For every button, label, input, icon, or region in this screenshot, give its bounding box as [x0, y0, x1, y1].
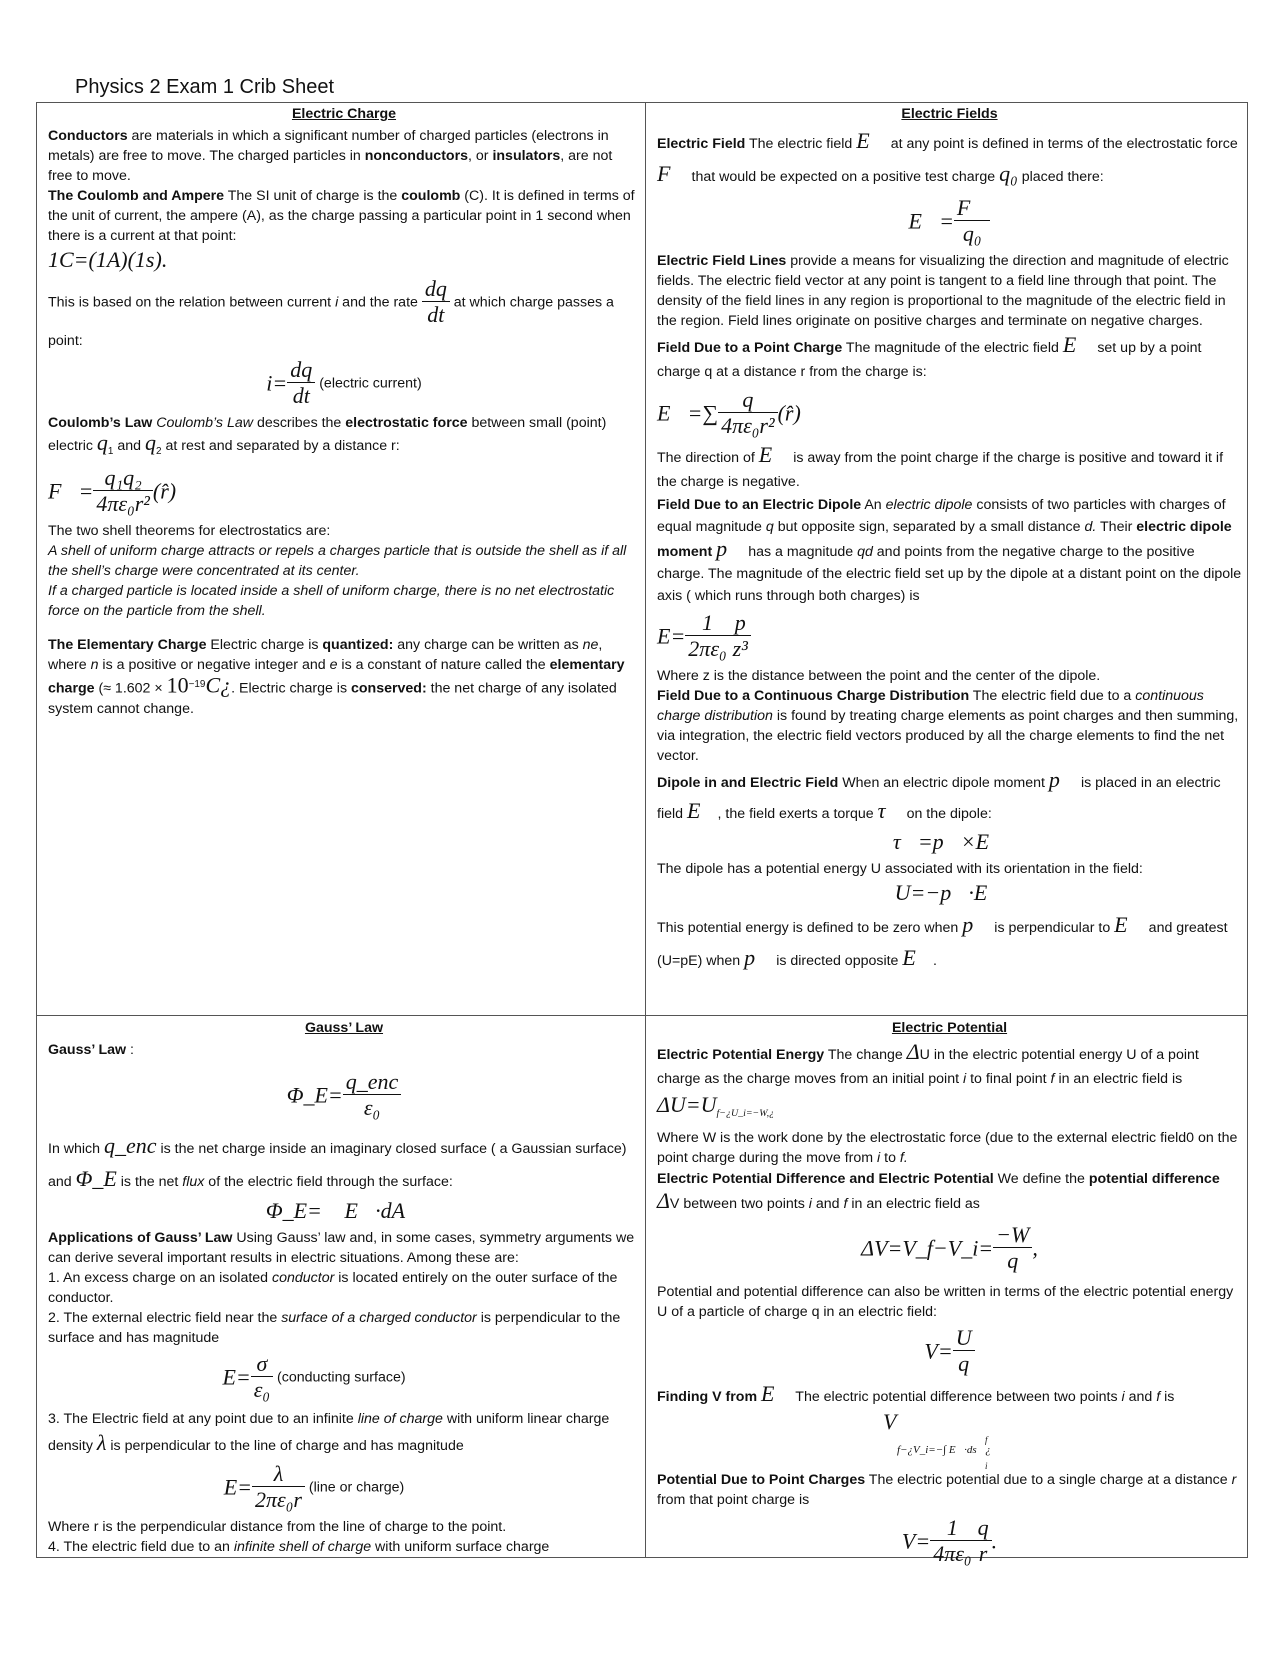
text: is the net: [116, 1174, 183, 1190]
var-n: n: [90, 656, 99, 673]
fraction: [252, 1462, 305, 1513]
coulombs-law-paragraph: Coulomb’s Law Coulomb’s Law describes the electrostatic force between small (point) electric $q_1$ and $q_2$ at rest and separated by a distance r:: [48, 415, 607, 457]
text: We define the: [993, 1170, 1089, 1187]
var-e: e: [329, 656, 338, 673]
italic-term: flux: [182, 1174, 205, 1190]
application-2: [48, 1308, 640, 1348]
text: The change: [824, 1047, 907, 1063]
term-insulators: insulators: [492, 148, 561, 164]
term-quantized: quantized:: [322, 636, 394, 653]
delta-symbol: Δ: [657, 1187, 670, 1213]
lhs: E⃗=: [908, 208, 954, 234]
term-conserved: conserved:: [351, 680, 427, 697]
var-i: i: [335, 294, 339, 311]
lhs: V: [883, 1408, 897, 1434]
text: to final point: [966, 1071, 1051, 1087]
unit-c: C¿: [205, 672, 232, 698]
application-1: [48, 1268, 640, 1308]
text: is perpendicular to the line of charge and has magnitude: [106, 1438, 464, 1454]
text: 2. The external electric field near the: [48, 1310, 282, 1326]
direction-paragraph: [657, 443, 1242, 494]
text: set up by a point charge q at a distance r from the charge is:: [657, 340, 1202, 380]
lhs: Φ_E=: [286, 1082, 343, 1108]
term-elementary-charge-heading: The Elementary Charge: [48, 636, 207, 653]
numerator: σ: [251, 1352, 273, 1377]
numerator: −W: [993, 1223, 1032, 1248]
gauss-law-section: [48, 1018, 640, 1557]
denominator: 4πε₀r²: [721, 413, 775, 438]
lower-limit: i: [985, 1460, 988, 1471]
text: and the rate: [338, 294, 422, 311]
fraction: [93, 466, 153, 517]
denominator: 2πε₀r: [255, 1487, 302, 1512]
term-point-charge-potential: Potential Due to Point Charges: [657, 1471, 866, 1488]
delta-v-equation: [657, 1223, 1242, 1274]
fraction: [930, 1516, 974, 1567]
equation-note: (electric current): [319, 375, 422, 392]
numerator: q: [718, 388, 778, 413]
term-dipole-field: Field Due to an Electric Dipole: [657, 497, 862, 513]
term-electric-field: Electric Field: [657, 136, 746, 152]
term-conductors: Conductors: [48, 128, 128, 144]
text: This potential energy is defined to be zero when: [657, 920, 963, 936]
text: but opposite sign, separated by a small distance: [773, 519, 1085, 535]
numerator: p: [730, 611, 751, 636]
electric-fields-heading: Electric Fields: [901, 106, 998, 122]
var-q: q: [144, 430, 156, 455]
lhs: F⃗=: [48, 478, 94, 504]
numerator: 1: [930, 1516, 974, 1541]
denominator: dt: [292, 383, 310, 408]
numerator: F⃗: [954, 196, 991, 221]
coulomb-force-equation: [48, 466, 640, 517]
vector-p: p⃗: [744, 945, 773, 970]
italic-term: surface of a charged conductor: [281, 1310, 477, 1326]
fraction: [730, 611, 751, 662]
denominator: ε₀: [253, 1377, 271, 1402]
exponent: −19: [188, 678, 206, 690]
lhs: ΔU=U: [657, 1092, 717, 1117]
potential-integral-equation: [657, 1410, 1242, 1470]
text: and: [1124, 1388, 1157, 1405]
vector-E: E⃗: [902, 945, 933, 970]
text: with uniform surface charge: [371, 1539, 550, 1555]
var-qd: qd: [857, 544, 873, 560]
denominator: r: [978, 1540, 988, 1566]
torque-equation: τ⃗=p⃗×E⃗: [892, 829, 1007, 854]
term-coulomb-ampere: The Coulomb and Ampere: [48, 188, 225, 204]
work-paragraph: [657, 1128, 1242, 1168]
vector-E: E⃗: [856, 128, 887, 153]
term-nonconductors: nonconductors: [364, 148, 468, 164]
text: is the net charge inside an imaginary closed surface ( a Gaussian surface) and: [48, 1141, 627, 1190]
var-i: i: [962, 1071, 967, 1087]
continuous-distribution-paragraph: [657, 686, 1242, 766]
text: is a constant of nature called the: [337, 656, 550, 673]
var-q: q: [96, 430, 108, 455]
potential-equation: [657, 1326, 1242, 1377]
term-finding-v: Finding V from: [657, 1388, 762, 1405]
dipole-energy-paragraph: [657, 910, 1242, 976]
conductors-paragraph: [48, 126, 640, 186]
text: with uniform linear charge density: [48, 1411, 610, 1454]
text: and: [811, 1195, 844, 1212]
italic-term: infinite shell of charge: [233, 1539, 372, 1555]
text: The electric field: [745, 136, 857, 152]
text: , the field exerts a torque: [717, 806, 878, 822]
text: When an electric dipole moment: [838, 775, 1049, 791]
electric-potential-section: [657, 1018, 1242, 1571]
lhs: ΔV=V_f−V_i=: [861, 1235, 994, 1261]
text: In which: [48, 1141, 104, 1157]
text: and points from the negative charge to the positive charge. The magnitude of the electric field set up by the dipole at a distant point on the dipole axis ( which runs through both charges) is: [657, 544, 1242, 604]
gauss-explanation: [48, 1131, 640, 1197]
text: placed there:: [1017, 169, 1104, 185]
text: provide a means for visualizing the direction and magnitude of electric fields. The electric field vector at any point is tangent to a field line through that point. The density of the field lines in any region is proportional to the magnitude of the electric field in the region. Field lines originate on positive charges and terminate on negative charges.: [657, 253, 1229, 329]
electric-field-definition: [657, 126, 1242, 192]
upper-limit: f: [985, 1434, 988, 1445]
var-f: f.: [899, 1149, 908, 1166]
coulomb-equation: 1C=(1A)(1s).: [48, 247, 168, 272]
fraction: [953, 1326, 975, 1377]
point-charge-potential-equation: [657, 1516, 1242, 1567]
var-q: q: [765, 519, 774, 535]
vector-E: E⃗: [761, 1380, 792, 1406]
numerator: dq: [287, 358, 315, 383]
text: to: [880, 1149, 900, 1166]
term-applications: Applications of Gauss’ Law: [48, 1230, 233, 1246]
fraction: [718, 388, 778, 439]
text: 1. An excess charge on an isolated: [48, 1270, 272, 1286]
dipole-equation: [657, 611, 1242, 662]
text: , where: [48, 636, 603, 673]
shell-theorem-1: A shell of uniform charge attracts or repels a charges particle that is outside the shell as if all the shell’s charge were concentrated at its center.: [48, 542, 627, 579]
text: (≈ 1.602 ×: [94, 680, 167, 697]
text: Using Gauss’ law and, in some cases, symmetry arguments we can derive several important results in electric situations. Among these are:: [48, 1230, 635, 1266]
text: . Electric charge is: [231, 680, 351, 697]
text: The SI unit of charge is the: [224, 188, 402, 204]
comma: ,: [1032, 1235, 1038, 1261]
r-hat: (r̂): [777, 400, 801, 426]
application-3: [48, 1407, 640, 1458]
power-base: 10: [166, 672, 189, 698]
text: The direction of: [657, 450, 759, 466]
lhs: E=: [223, 1474, 252, 1500]
term-coulombs-law: Coulomb’s Law: [48, 415, 153, 431]
text: V between two points: [669, 1195, 809, 1212]
period: .: [991, 1528, 998, 1554]
row-divider: [36, 1015, 1248, 1016]
numerator: q₁q₂: [93, 466, 153, 491]
equation-note: (conducting surface): [277, 1369, 406, 1386]
applications-paragraph: [48, 1228, 640, 1268]
term-electrostatic-force: electrostatic force: [345, 415, 468, 431]
text: between small (point) electric: [48, 415, 607, 454]
text: consists of two particles with charges of equal magnitude: [657, 497, 1226, 535]
numerator: q: [975, 1516, 992, 1541]
var-f: f: [1050, 1071, 1055, 1087]
text: 4. The electric field due to an: [48, 1539, 234, 1555]
text: describes the: [253, 415, 346, 431]
text: the net charge of any isolated system cannot change.: [48, 680, 617, 717]
application-4: [48, 1537, 640, 1557]
var-d: d.: [1084, 519, 1097, 535]
denominator: q: [958, 1350, 970, 1376]
var-lambda: λ: [96, 1430, 107, 1455]
italic-term: continuous charge distribution: [657, 688, 1204, 724]
var-phi-e: Φ_E: [75, 1166, 117, 1191]
numerator: dq: [422, 277, 450, 302]
finding-v-paragraph: [657, 1381, 1242, 1410]
text: in an electric field is: [1054, 1071, 1183, 1087]
elementary-charge-paragraph: [48, 635, 640, 719]
var-ne: ne: [582, 636, 599, 653]
text: any charge can be written as: [393, 636, 583, 653]
potential-difference-paragraph: [657, 1168, 1242, 1215]
fraction: [343, 1070, 402, 1121]
text: is found by treating charge elements as point charges and then summing, via integration, the electric field vectors produced by all the charge elements to find the net vector.: [657, 708, 1239, 764]
text: of the electric field through the surface:: [204, 1174, 453, 1190]
vector-E: E⃗: [1114, 912, 1145, 937]
gauss-law-heading: Gauss’ Law: [304, 1020, 384, 1036]
text: on the dipole:: [902, 806, 992, 822]
term-continuous-distribution: Field Due to a Continuous Charge Distribution: [657, 688, 970, 704]
text: , are not free to move.: [48, 148, 613, 184]
shell-theorem-2: If a charged particle is located inside a shell of uniform charge, there is no net electrostatic force on the particle from the shell.: [48, 582, 615, 619]
text: is located entirely on the outer surface of the conductor.: [48, 1270, 618, 1306]
point-charge-paragraph: [657, 333, 1242, 384]
denominator: z³: [732, 636, 748, 661]
text: is away from the point charge if the charge is positive and toward it if the charge is negative.: [657, 450, 1224, 490]
italic-term: line of charge: [357, 1411, 443, 1427]
term-elementary-charge: elementary charge: [48, 656, 625, 697]
coulomb-ampere-paragraph: [48, 186, 640, 246]
term-dipole-in-field: Dipole in and Electric Field: [657, 775, 839, 791]
line-charge-note: Where r is the perpendicular distance from the line of charge to the point.: [48, 1519, 507, 1535]
fraction: [287, 358, 315, 409]
electric-charge-heading: Electric Charge: [291, 106, 397, 122]
subscript: f−¿U_i=−W,¿: [716, 1107, 775, 1119]
vector-p: p⃗: [1048, 767, 1078, 792]
text: at rest and separated by a distance r:: [161, 438, 400, 454]
italic-term: conductor: [272, 1270, 335, 1286]
page-title: Physics 2 Exam 1 Crib Sheet: [75, 76, 334, 98]
numerator: 1: [685, 611, 729, 636]
dipole-paragraph: [657, 494, 1242, 607]
lhs: E=: [222, 1364, 251, 1390]
text: The magnitude of the electric field: [842, 340, 1063, 356]
text: is perpendicular to the surface and has magnitude: [48, 1310, 621, 1346]
var-f: f: [843, 1195, 848, 1212]
denominator: ε₀: [363, 1095, 381, 1120]
text: from that point charge is: [657, 1491, 810, 1508]
numerator: q_enc: [343, 1070, 402, 1095]
text: is: [1160, 1388, 1175, 1405]
text: that would be expected on a positive test charge: [687, 169, 1000, 185]
vector-F: F⃗: [657, 161, 688, 186]
numerator: U: [953, 1326, 975, 1351]
italic-term: electric dipole: [885, 497, 973, 513]
text: Electric charge is: [206, 636, 323, 653]
gauss-equation: [48, 1070, 640, 1121]
term-potential-energy: Electric Potential Energy: [657, 1047, 825, 1063]
shell-theorems-intro: The two shell theorems for electrostatics are:: [48, 522, 331, 539]
text: This is based on the relation between current: [48, 294, 336, 311]
italic-term: Coulomb’s Law: [152, 415, 253, 431]
denominator: dt: [427, 302, 445, 327]
text: U in the electric potential energy U of a point charge as the charge moves from an initial point: [657, 1047, 1199, 1087]
text: (C). It is defined in terms of the unit of current, the ampere (A), as the charge passing a particular point in 1 second when there is a current at that point:: [48, 188, 635, 244]
lhs: V=: [924, 1338, 953, 1364]
current-equation: [48, 358, 640, 409]
conducting-surface-equation: [48, 1352, 640, 1403]
text: .: [932, 953, 937, 969]
text: Their: [1096, 519, 1137, 535]
term-field-lines: Electric Field Lines: [657, 253, 787, 269]
integral-body: f−¿V_i=−∫ E⃗·ds⃗¿: [897, 1443, 991, 1456]
dipole-energy-equation: U=−p⃗·E⃗: [894, 880, 1005, 905]
lhs: i=: [266, 370, 288, 396]
text: is perpendicular to: [990, 920, 1115, 936]
text: and: [113, 438, 145, 454]
denominator: 4πε₀: [933, 1540, 972, 1566]
dipole-in-field-paragraph: [657, 766, 1242, 828]
var-i: i: [1121, 1388, 1125, 1405]
point-charge-potential-paragraph: [657, 1470, 1242, 1510]
text: An: [861, 497, 886, 513]
text: 3. The Electric field at any point due to an infinite: [48, 1411, 358, 1427]
field-definition-equation: [657, 196, 1242, 247]
field-lines-paragraph: [657, 251, 1242, 331]
text: The electric potential due to a single charge at a distance: [865, 1471, 1232, 1488]
denominator: q₀: [962, 221, 982, 246]
term-coulomb: coulomb: [401, 188, 461, 204]
fraction: [685, 611, 729, 662]
column-divider: [645, 102, 646, 1558]
var-i: i: [877, 1149, 881, 1166]
current-rate-paragraph: [48, 277, 640, 354]
vector-E: E⃗: [758, 442, 790, 467]
text: is directed opposite: [772, 953, 903, 969]
dipole-distance-note: Where z is the distance between the point and the center of the dipole.: [657, 668, 1101, 684]
numerator: λ: [252, 1462, 305, 1487]
lhs: E=: [657, 623, 686, 649]
flux-equation: Φ_E=∮ E⃗·dA⃗: [265, 1198, 423, 1223]
electric-charge-section: [48, 104, 640, 719]
fraction: [954, 196, 991, 247]
var-q-enc: q_enc: [104, 1133, 157, 1158]
delta-u-equation: [657, 1092, 1242, 1124]
lhs: E⃗=∑: [657, 400, 719, 426]
var-f: f: [1156, 1388, 1161, 1405]
term-potential-difference: potential difference: [1088, 1170, 1220, 1187]
vector-E: E⃗: [686, 798, 718, 823]
text: The electric field due to a: [969, 688, 1136, 704]
var-r: r: [1231, 1471, 1237, 1488]
denominator: q: [1007, 1247, 1019, 1273]
denominator: 4πε₀r²: [96, 490, 150, 516]
electric-potential-heading: Electric Potential: [891, 1020, 1008, 1036]
dipole-energy-intro: The dipole has a potential energy U associated with its orientation in the field:: [657, 861, 1143, 877]
lhs: V=: [901, 1528, 931, 1554]
potential-energy-paragraph: [657, 1040, 1242, 1091]
text: The electric potential difference between two points: [791, 1388, 1122, 1405]
vector-p: p⃗: [962, 912, 991, 937]
potential-energy-relation: Potential and potential difference can also be written in terms of the electric potential energy U of a particle of charge q in an electric field:: [657, 1283, 1234, 1320]
line-charge-equation: [48, 1462, 640, 1513]
text: are materials in which a significant number of charged particles (electrons in metals) are free to move. The charged particles in: [48, 128, 609, 164]
electric-fields-section: [657, 104, 1242, 976]
term-point-charge: Field Due to a Point Charge: [657, 340, 843, 356]
term-dipole-moment: electric dipole moment: [657, 519, 1232, 560]
term-potential-difference-heading: Electric Potential Difference and Electric Potential: [657, 1170, 994, 1187]
text: in an electric field as: [847, 1195, 980, 1212]
text: :: [126, 1042, 134, 1058]
vector-tau: τ⃗: [877, 798, 903, 823]
text: has a magnitude: [744, 544, 858, 560]
vector-E: E⃗: [1062, 332, 1094, 357]
fraction: [993, 1223, 1032, 1274]
text: , or: [468, 148, 493, 164]
point-charge-equation: [657, 388, 1242, 439]
text: and greatest (U=pE) when: [657, 920, 1228, 969]
term-gauss-law: Gauss’ Law: [48, 1042, 127, 1058]
r-hat: (r̂): [152, 478, 177, 504]
gauss-law-label: [48, 1040, 640, 1060]
dq-dt-fraction: [422, 277, 450, 328]
vector-p: p⃗: [716, 536, 745, 561]
text: at any point is defined in terms of the electrostatic force: [886, 136, 1238, 152]
text: is placed in an electric field: [657, 775, 1221, 822]
fraction: [251, 1352, 273, 1403]
text: at which charge passes a point:: [48, 294, 614, 349]
fraction: [975, 1516, 992, 1567]
delta-symbol: Δ: [906, 1039, 920, 1064]
equation-note: (line or charge): [308, 1479, 405, 1496]
denominator: 2πε₀: [688, 636, 727, 661]
text: Where W is the work done by the electrostatic force (due to the external electric field0 on the point charge during the move from: [657, 1129, 1238, 1166]
var-q0: q₀: [999, 161, 1018, 186]
text: is a positive or negative integer and: [98, 656, 330, 673]
var-i: i: [808, 1195, 812, 1212]
